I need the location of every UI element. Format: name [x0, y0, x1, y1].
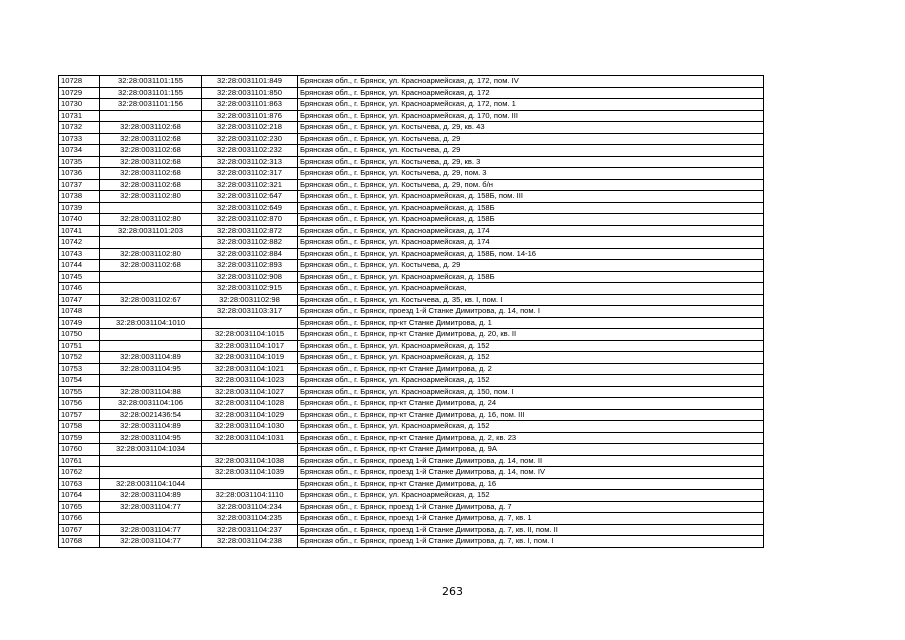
parent-cadastral-number-cell: 32:28:0031104:1010 — [100, 317, 202, 329]
parent-cadastral-number-cell — [100, 110, 202, 122]
address-cell: Брянская обл., г. Брянск, ул. Красноармейская, д. 172 — [298, 87, 764, 99]
table-row — [59, 409, 764, 421]
cadastral-number-cell: 32:28:0031104:1023 — [202, 375, 298, 387]
table-row — [59, 478, 764, 490]
parent-cadastral-number-cell: 32:28:0031104:106 — [100, 398, 202, 410]
row-number-cell: 10739 — [59, 202, 100, 214]
address-cell: Брянская обл., г. Брянск, проезд 1-й Станке Димитрова, д. 7, кв. I, пом. I — [298, 536, 764, 548]
cadastral-number-cell: 32:28:0031102:893 — [202, 260, 298, 272]
records-table-body — [59, 76, 764, 548]
address-cell: Брянская обл., г. Брянск, ул. Костычева, д. 29, пом. 3 — [298, 168, 764, 180]
row-number-cell: 10750 — [59, 329, 100, 341]
cadastral-number-cell: 32:28:0031103:317 — [202, 306, 298, 318]
table-row — [59, 99, 764, 111]
row-number-cell: 10748 — [59, 306, 100, 318]
address-cell: Брянская обл., г. Брянск, ул. Красноармейская, д. 158Б, пом. 14-16 — [298, 248, 764, 260]
row-number-cell: 10741 — [59, 225, 100, 237]
address-cell: Брянская обл., г. Брянск, ул. Красноармейская, д. 172, пом. 1 — [298, 99, 764, 111]
cadastral-number-cell: 32:28:0031104:1031 — [202, 432, 298, 444]
cadastral-number-cell: 32:28:0031102:882 — [202, 237, 298, 249]
page-number: 263 — [442, 585, 463, 598]
row-number-cell: 10767 — [59, 524, 100, 536]
parent-cadastral-number-cell: 32:28:0031104:1044 — [100, 478, 202, 490]
address-cell: Брянская обл., г. Брянск, ул. Костычева, д. 29 — [298, 260, 764, 272]
cadastral-number-cell: 32:28:0031102:647 — [202, 191, 298, 203]
parent-cadastral-number-cell: 32:28:0031104:77 — [100, 501, 202, 513]
cadastral-number-cell: 32:28:0031102:870 — [202, 214, 298, 226]
row-number-cell: 10765 — [59, 501, 100, 513]
address-cell: Брянская обл., г. Брянск, проезд 1-й Станке Димитрова, д. 7, кв. 1 — [298, 513, 764, 525]
row-number-cell: 10751 — [59, 340, 100, 352]
address-cell: Брянская обл., г. Брянск, пр-кт Станке Димитрова, д. 16, пом. III — [298, 409, 764, 421]
row-number-cell: 10749 — [59, 317, 100, 329]
table-row — [59, 202, 764, 214]
cadastral-number-cell: 32:28:0031104:1021 — [202, 363, 298, 375]
cadastral-number-cell — [202, 478, 298, 490]
row-number-cell: 10755 — [59, 386, 100, 398]
table-row — [59, 110, 764, 122]
cadastral-number-cell: 32:28:0031104:234 — [202, 501, 298, 513]
address-cell: Брянская обл., г. Брянск, ул. Костычева, д. 35, кв. I, пом. I — [298, 294, 764, 306]
parent-cadastral-number-cell: 32:28:0031104:95 — [100, 432, 202, 444]
parent-cadastral-number-cell: 32:28:0031104:77 — [100, 524, 202, 536]
address-cell: Брянская обл., г. Брянск, ул. Красноармейская, д. 172, пом. IV — [298, 76, 764, 88]
table-row — [59, 352, 764, 364]
table-row — [59, 317, 764, 329]
parent-cadastral-number-cell: 32:28:0031101:155 — [100, 87, 202, 99]
cadastral-number-cell: 32:28:0031102:908 — [202, 271, 298, 283]
table-row — [59, 329, 764, 341]
table-row — [59, 398, 764, 410]
row-number-cell: 10735 — [59, 156, 100, 168]
address-cell: Брянская обл., г. Брянск, проезд 1-й Станке Димитрова, д. 14, пом. II — [298, 455, 764, 467]
row-number-cell: 10747 — [59, 294, 100, 306]
table-row — [59, 363, 764, 375]
table-row — [59, 524, 764, 536]
row-number-cell: 10754 — [59, 375, 100, 387]
parent-cadastral-number-cell: 32:28:0031102:68 — [100, 179, 202, 191]
parent-cadastral-number-cell: 32:28:0031101:156 — [100, 99, 202, 111]
parent-cadastral-number-cell: 32:28:0031104:89 — [100, 421, 202, 433]
parent-cadastral-number-cell: 32:28:0031104:1034 — [100, 444, 202, 456]
cadastral-number-cell: 32:28:0031104:1038 — [202, 455, 298, 467]
address-cell: Брянская обл., г. Брянск, ул. Костычева, д. 29, кв. 43 — [298, 122, 764, 134]
table-row — [59, 421, 764, 433]
parent-cadastral-number-cell: 32:28:0031104:88 — [100, 386, 202, 398]
table-row — [59, 513, 764, 525]
row-number-cell: 10743 — [59, 248, 100, 260]
table-row — [59, 191, 764, 203]
row-number-cell: 10757 — [59, 409, 100, 421]
cadastral-number-cell: 32:28:0031101:849 — [202, 76, 298, 88]
parent-cadastral-number-cell — [100, 455, 202, 467]
row-number-cell: 10758 — [59, 421, 100, 433]
parent-cadastral-number-cell — [100, 306, 202, 318]
table-row — [59, 501, 764, 513]
address-cell: Брянская обл., г. Брянск, ул. Красноармейская, д. 150, пом. I — [298, 386, 764, 398]
table-row — [59, 306, 764, 318]
row-number-cell: 10746 — [59, 283, 100, 295]
parent-cadastral-number-cell: 32:28:0031102:80 — [100, 191, 202, 203]
parent-cadastral-number-cell: 32:28:0031102:68 — [100, 133, 202, 145]
parent-cadastral-number-cell: 32:28:0031101:155 — [100, 76, 202, 88]
row-number-cell: 10730 — [59, 99, 100, 111]
address-cell: Брянская обл., г. Брянск, ул. Красноармейская, д. 158Б — [298, 202, 764, 214]
row-number-cell: 10740 — [59, 214, 100, 226]
row-number-cell: 10759 — [59, 432, 100, 444]
address-cell: Брянская обл., г. Брянск, пр-кт Станке Димитрова, д. 1 — [298, 317, 764, 329]
parent-cadastral-number-cell: 32:28:0031104:77 — [100, 536, 202, 548]
address-cell: Брянская обл., г. Брянск, пр-кт Станке Димитрова, д. 24 — [298, 398, 764, 410]
table-row — [59, 271, 764, 283]
parent-cadastral-number-cell: 32:28:0031104:89 — [100, 352, 202, 364]
address-cell: Брянская обл., г. Брянск, ул. Красноармейская, д. 174 — [298, 237, 764, 249]
cadastral-number-cell: 32:28:0031102:872 — [202, 225, 298, 237]
address-cell: Брянская обл., г. Брянск, ул. Красноармейская, д. 152 — [298, 490, 764, 502]
table-row — [59, 214, 764, 226]
parent-cadastral-number-cell — [100, 283, 202, 295]
cadastral-number-cell: 32:28:0031102:649 — [202, 202, 298, 214]
table-row — [59, 283, 764, 295]
parent-cadastral-number-cell: 32:28:0031102:68 — [100, 168, 202, 180]
parent-cadastral-number-cell: 32:28:0031102:68 — [100, 122, 202, 134]
address-cell: Брянская обл., г. Брянск, проезд 1-й Станке Димитрова, д. 14, пом. IV — [298, 467, 764, 479]
cadastral-number-cell: 32:28:0031104:1028 — [202, 398, 298, 410]
parent-cadastral-number-cell — [100, 467, 202, 479]
table-row — [59, 432, 764, 444]
row-number-cell: 10756 — [59, 398, 100, 410]
row-number-cell: 10761 — [59, 455, 100, 467]
parent-cadastral-number-cell: 32:28:0031104:89 — [100, 490, 202, 502]
table-row — [59, 455, 764, 467]
address-cell: Брянская обл., г. Брянск, ул. Красноармейская, д. 152 — [298, 352, 764, 364]
cadastral-number-cell: 32:28:0031102:98 — [202, 294, 298, 306]
cadastral-number-cell: 32:28:0031104:1027 — [202, 386, 298, 398]
cadastral-number-cell: 32:28:0031104:1030 — [202, 421, 298, 433]
address-cell: Брянская обл., г. Брянск, ул. Красноармейская, д. 158Б — [298, 271, 764, 283]
row-number-cell: 10729 — [59, 87, 100, 99]
cadastral-number-cell: 32:28:0031104:1110 — [202, 490, 298, 502]
cadastral-number-cell: 32:28:0031104:238 — [202, 536, 298, 548]
table-row — [59, 294, 764, 306]
address-cell: Брянская обл., г. Брянск, пр-кт Станке Димитрова, д. 9А — [298, 444, 764, 456]
table-row — [59, 260, 764, 272]
cadastral-number-cell: 32:28:0031102:230 — [202, 133, 298, 145]
parent-cadastral-number-cell: 32:28:0031102:68 — [100, 156, 202, 168]
cadastral-number-cell: 32:28:0031101:863 — [202, 99, 298, 111]
cadastral-number-cell: 32:28:0031102:232 — [202, 145, 298, 157]
address-cell: Брянская обл., г. Брянск, пр-кт Станке Димитрова, д. 16 — [298, 478, 764, 490]
table-row — [59, 490, 764, 502]
table-row — [59, 237, 764, 249]
address-cell: Брянская обл., г. Брянск, ул. Костычева, д. 29 — [298, 145, 764, 157]
cadastral-number-cell — [202, 317, 298, 329]
row-number-cell: 10762 — [59, 467, 100, 479]
table-row — [59, 156, 764, 168]
cadastral-number-cell: 32:28:0031101:850 — [202, 87, 298, 99]
address-cell: Брянская обл., г. Брянск, ул. Красноармейская, д. 152 — [298, 375, 764, 387]
parent-cadastral-number-cell — [100, 513, 202, 525]
cadastral-number-cell: 32:28:0031104:1019 — [202, 352, 298, 364]
row-number-cell: 10731 — [59, 110, 100, 122]
table-row — [59, 168, 764, 180]
table-row — [59, 386, 764, 398]
parent-cadastral-number-cell: 32:28:0031102:68 — [100, 145, 202, 157]
cadastral-number-cell: 32:28:0031102:884 — [202, 248, 298, 260]
row-number-cell: 10732 — [59, 122, 100, 134]
address-cell: Брянская обл., г. Брянск, ул. Костычева, д. 29 — [298, 133, 764, 145]
cadastral-number-cell: 32:28:0031102:915 — [202, 283, 298, 295]
cadastral-number-cell: 32:28:0031104:1017 — [202, 340, 298, 352]
records-table — [58, 75, 764, 548]
table-row — [59, 87, 764, 99]
address-cell: Брянская обл., г. Брянск, пр-кт Станке Димитрова, д. 20, кв. II — [298, 329, 764, 341]
parent-cadastral-number-cell: 32:28:0031102:67 — [100, 294, 202, 306]
parent-cadastral-number-cell — [100, 375, 202, 387]
parent-cadastral-number-cell: 32:28:0031101:203 — [100, 225, 202, 237]
address-cell: Брянская обл., г. Брянск, пр-кт Станке Димитрова, д. 2 — [298, 363, 764, 375]
address-cell: Брянская обл., г. Брянск, пр-кт Станке Димитрова, д. 2, кв. 23 — [298, 432, 764, 444]
parent-cadastral-number-cell — [100, 202, 202, 214]
row-number-cell: 10752 — [59, 352, 100, 364]
address-cell: Брянская обл., г. Брянск, ул. Красноармейская, д. 158Б, пом. III — [298, 191, 764, 203]
table-row — [59, 248, 764, 260]
cadastral-number-cell: 32:28:0031102:313 — [202, 156, 298, 168]
parent-cadastral-number-cell: 32:28:0031104:95 — [100, 363, 202, 375]
address-cell: Брянская обл., г. Брянск, проезд 1-й Станке Димитрова, д. 7 — [298, 501, 764, 513]
address-cell: Брянская обл., г. Брянск, ул. Костычева, д. 29, кв. 3 — [298, 156, 764, 168]
table-row — [59, 444, 764, 456]
parent-cadastral-number-cell — [100, 340, 202, 352]
address-cell: Брянская обл., г. Брянск, проезд 1-й Станке Димитрова, д. 14, пом. I — [298, 306, 764, 318]
parent-cadastral-number-cell: 32:28:0031102:80 — [100, 248, 202, 260]
parent-cadastral-number-cell — [100, 237, 202, 249]
table-row — [59, 340, 764, 352]
row-number-cell: 10736 — [59, 168, 100, 180]
address-cell: Брянская обл., г. Брянск, ул. Красноармейская, д. 152 — [298, 421, 764, 433]
table-row — [59, 536, 764, 548]
cadastral-number-cell: 32:28:0031101:876 — [202, 110, 298, 122]
table-row — [59, 133, 764, 145]
parent-cadastral-number-cell — [100, 329, 202, 341]
row-number-cell: 10738 — [59, 191, 100, 203]
cadastral-number-cell: 32:28:0031102:321 — [202, 179, 298, 191]
table-row — [59, 76, 764, 88]
row-number-cell: 10744 — [59, 260, 100, 272]
cadastral-number-cell — [202, 444, 298, 456]
row-number-cell: 10737 — [59, 179, 100, 191]
table-row — [59, 145, 764, 157]
row-number-cell: 10760 — [59, 444, 100, 456]
parent-cadastral-number-cell: 32:28:0031102:80 — [100, 214, 202, 226]
table-row — [59, 122, 764, 134]
row-number-cell: 10763 — [59, 478, 100, 490]
table-row — [59, 179, 764, 191]
row-number-cell: 10753 — [59, 363, 100, 375]
row-number-cell: 10766 — [59, 513, 100, 525]
address-cell: Брянская обл., г. Брянск, ул. Красноармейская, д. 158Б — [298, 214, 764, 226]
parent-cadastral-number-cell: 32:28:0031102:68 — [100, 260, 202, 272]
address-cell: Брянская обл., г. Брянск, ул. Красноармейская, д. 152 — [298, 340, 764, 352]
cadastral-number-cell: 32:28:0031104:1029 — [202, 409, 298, 421]
cadastral-number-cell: 32:28:0031104:237 — [202, 524, 298, 536]
cadastral-number-cell: 32:28:0031104:1015 — [202, 329, 298, 341]
address-cell: Брянская обл., г. Брянск, ул. Красноармейская, д. 174 — [298, 225, 764, 237]
cadastral-number-cell: 32:28:0031104:1039 — [202, 467, 298, 479]
table-row — [59, 375, 764, 387]
cadastral-number-cell: 32:28:0031102:317 — [202, 168, 298, 180]
table-row — [59, 467, 764, 479]
cadastral-number-cell: 32:28:0031102:218 — [202, 122, 298, 134]
table-row — [59, 225, 764, 237]
row-number-cell: 10768 — [59, 536, 100, 548]
row-number-cell: 10742 — [59, 237, 100, 249]
row-number-cell: 10733 — [59, 133, 100, 145]
address-cell: Брянская обл., г. Брянск, проезд 1-й Станке Димитрова, д. 7, кв. II, пом. II — [298, 524, 764, 536]
row-number-cell: 10734 — [59, 145, 100, 157]
row-number-cell: 10728 — [59, 76, 100, 88]
row-number-cell: 10764 — [59, 490, 100, 502]
address-cell: Брянская обл., г. Брянск, ул. Костычева, д. 29, пом. б/н — [298, 179, 764, 191]
parent-cadastral-number-cell — [100, 271, 202, 283]
address-cell: Брянская обл., г. Брянск, ул. Красноармейская, д. 170, пом. III — [298, 110, 764, 122]
parent-cadastral-number-cell: 32:28:0021436:54 — [100, 409, 202, 421]
cadastral-number-cell: 32:28:0031104:235 — [202, 513, 298, 525]
address-cell: Брянская обл., г. Брянск, ул. Красноармейская, — [298, 283, 764, 295]
row-number-cell: 10745 — [59, 271, 100, 283]
